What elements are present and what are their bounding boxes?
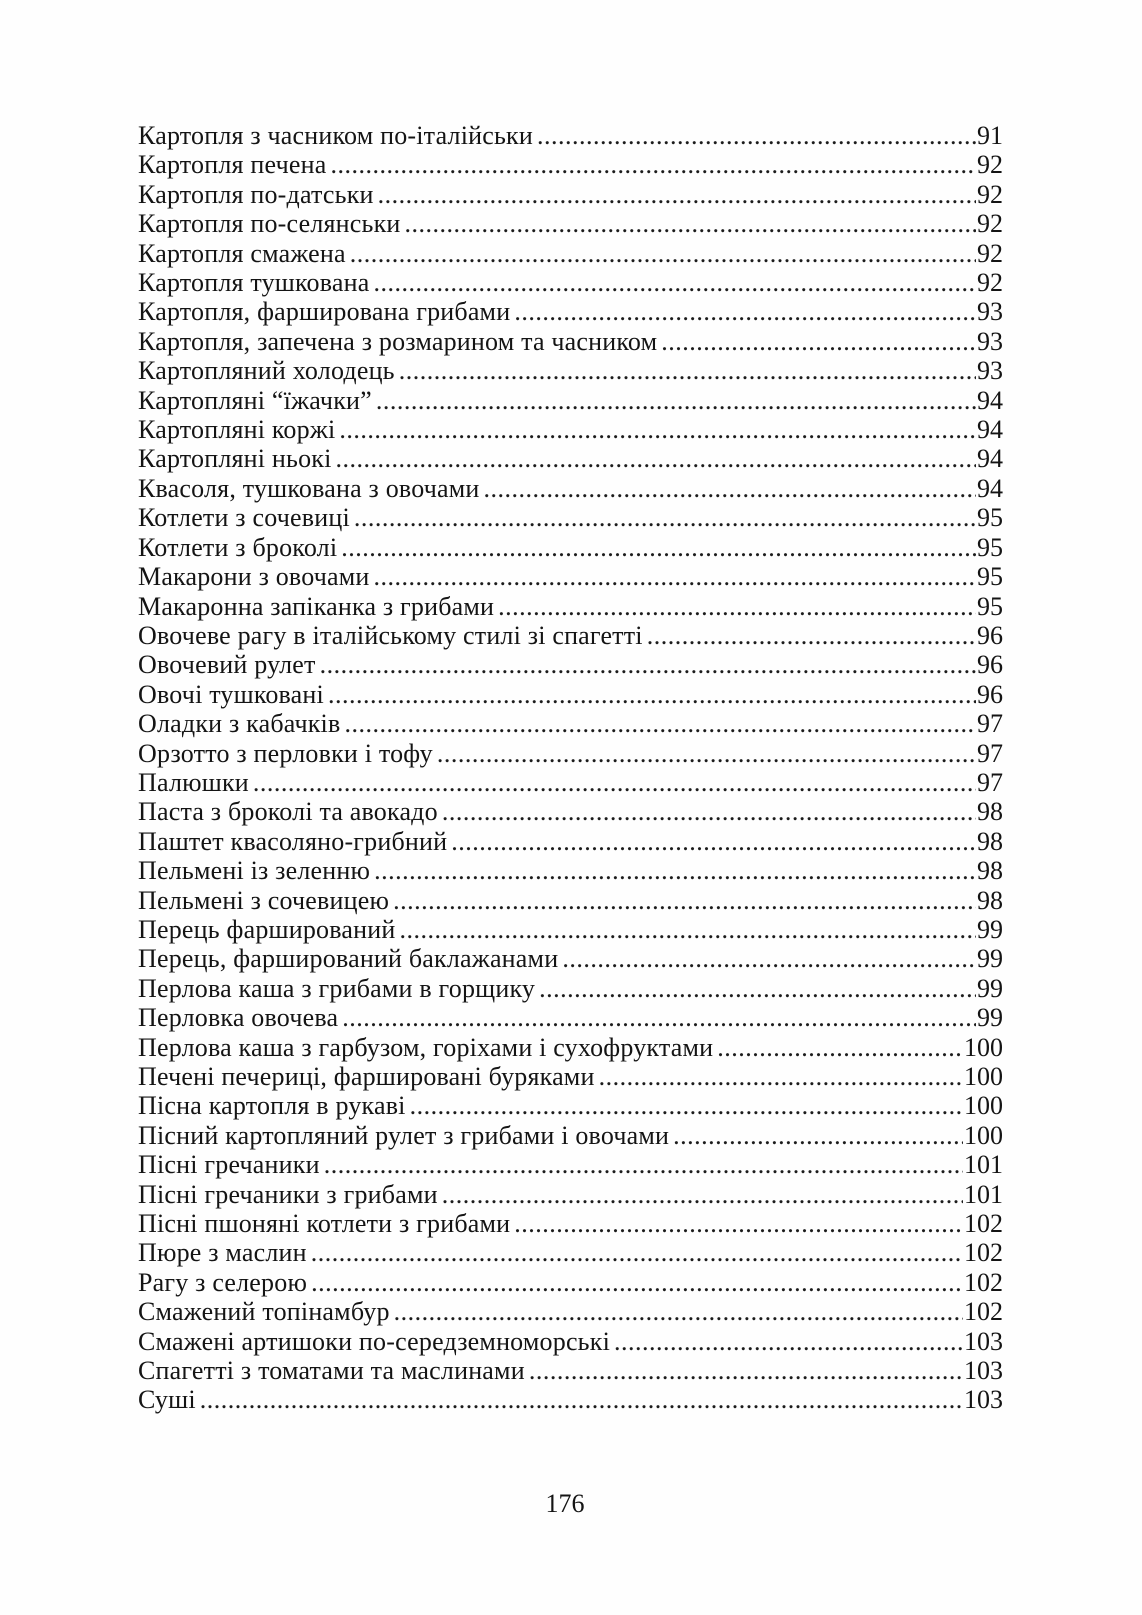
dot-leader — [539, 974, 976, 1003]
toc-entry — [138, 768, 1003, 797]
toc-entry-title: Печені печериці, фаршировані буряками — [138, 1062, 595, 1091]
dot-leader — [498, 592, 976, 621]
dot-leader — [614, 1327, 963, 1356]
toc-entry — [138, 974, 1003, 1003]
toc-entry — [138, 1091, 1003, 1120]
toc-entry-page: 96 — [977, 650, 1003, 680]
toc-entry-title: Паштет квасоляно-грибний — [138, 826, 448, 856]
toc-entry-page: 97 — [977, 767, 1003, 797]
toc-entry — [138, 827, 1003, 856]
toc-entry-page: 100 — [964, 1032, 1003, 1062]
toc-entry-page: 99 — [977, 973, 1003, 1003]
toc-entry — [138, 1062, 1003, 1091]
toc-entry — [138, 474, 1003, 503]
toc-entry-page: 94 — [977, 415, 1003, 445]
toc-entry-title: Рагу з селерою — [138, 1267, 308, 1297]
dot-leader — [373, 268, 976, 297]
toc-entry-page: 101 — [964, 1150, 1003, 1180]
toc-entry-title: Котлети з сочевиці — [138, 503, 350, 533]
toc-entry — [138, 1003, 1003, 1032]
toc-entry-title: Палюшки — [138, 767, 249, 797]
toc-entry — [138, 592, 1003, 621]
toc-entry-page: 102 — [964, 1297, 1003, 1327]
toc-entry-page: 96 — [977, 620, 1003, 650]
dot-leader — [484, 474, 976, 503]
toc-entry — [138, 1356, 1003, 1385]
toc-entry — [138, 1238, 1003, 1267]
toc-entry-title: Макарони з овочами — [138, 562, 370, 592]
dot-leader — [320, 650, 976, 679]
toc-entry-page: 95 — [977, 591, 1003, 621]
toc-entry-title: Овочевий рулет — [138, 650, 316, 680]
toc-entry — [138, 680, 1003, 709]
toc-entry — [138, 327, 1003, 356]
dot-leader — [562, 944, 976, 973]
toc-entry-title: Пісні гречаники з грибами — [138, 1179, 438, 1209]
dot-leader — [717, 1033, 963, 1062]
toc-entry-page: 102 — [964, 1267, 1003, 1297]
dot-leader — [529, 1356, 963, 1385]
toc-entry-title: Пельмені із зеленню — [138, 856, 371, 886]
toc-entry-title: Спагетті з томатами та маслинами — [138, 1356, 525, 1386]
dot-leader — [399, 915, 976, 944]
dot-leader — [394, 1297, 963, 1326]
toc-entry-title: Картопля по-датськи — [138, 179, 374, 209]
toc-entry-title: Пісні пшоняні котлети з грибами — [138, 1209, 511, 1239]
toc-entry — [138, 180, 1003, 209]
dot-leader — [354, 503, 976, 532]
dot-leader — [393, 886, 976, 915]
dot-leader — [341, 533, 976, 562]
toc-entry-page: 102 — [964, 1209, 1003, 1239]
dot-leader — [344, 709, 976, 738]
dot-leader — [442, 797, 976, 826]
toc-entry-page: 92 — [977, 268, 1003, 298]
toc-entry-page: 95 — [977, 562, 1003, 592]
toc-entry-title: Перець, фарширований баклажанами — [138, 944, 559, 974]
toc-entry-page: 99 — [977, 944, 1003, 974]
dot-leader — [378, 180, 976, 209]
toc-entry-page: 92 — [977, 150, 1003, 180]
dot-leader — [336, 444, 976, 473]
toc-entry — [138, 209, 1003, 238]
toc-entry-page: 102 — [964, 1238, 1003, 1268]
toc-entry — [138, 1268, 1003, 1297]
toc-entry-page: 91 — [977, 121, 1003, 150]
toc-entry-title: Картопля з часником по-італійськи — [138, 121, 533, 150]
toc-entry-title: Смажений топінамбур — [138, 1297, 390, 1327]
toc-entry-page: 103 — [964, 1385, 1003, 1415]
toc-entry — [138, 239, 1003, 268]
toc-entry — [138, 709, 1003, 738]
toc-entry — [138, 297, 1003, 326]
dot-leader — [661, 327, 976, 356]
dot-leader — [200, 1385, 963, 1414]
toc-entry-title: Картопля печена — [138, 150, 327, 180]
toc-entry-title: Оладки з кабачків — [138, 709, 341, 739]
toc-entry-page: 98 — [977, 797, 1003, 827]
toc-entry-page: 100 — [964, 1062, 1003, 1091]
toc-list — [138, 121, 1003, 1415]
dot-leader — [376, 386, 976, 415]
toc-entry-title: Картопляні коржі — [138, 415, 336, 445]
toc-entry — [138, 1297, 1003, 1326]
toc-entry-title: Смажені артишоки по-середземноморські — [138, 1326, 610, 1356]
toc-entry-page: 95 — [977, 503, 1003, 533]
dot-leader — [647, 621, 976, 650]
toc-entry — [138, 797, 1003, 826]
toc-entry — [138, 621, 1003, 650]
toc-entry-title: Пельмені з сочевицею — [138, 885, 390, 915]
dot-leader — [537, 121, 976, 150]
toc-entry — [138, 268, 1003, 297]
dot-leader — [374, 562, 976, 591]
dot-leader — [253, 768, 976, 797]
toc-entry-page: 94 — [977, 444, 1003, 474]
toc-entry-page: 98 — [977, 856, 1003, 886]
toc-entry-title: Овочі тушковані — [138, 679, 324, 709]
toc-entry — [138, 1385, 1003, 1414]
toc-entry-page: 103 — [964, 1356, 1003, 1386]
toc-entry — [138, 944, 1003, 973]
toc-entry — [138, 121, 1003, 150]
toc-entry-page: 101 — [964, 1179, 1003, 1209]
toc-entry — [138, 1033, 1003, 1062]
toc-entry-title: Орзотто з перловки і тофу — [138, 738, 433, 768]
toc-entry — [138, 886, 1003, 915]
toc-entry-title: Овочеве рагу в італійському стилі зі спагетті — [138, 620, 643, 650]
toc-entry-page: 98 — [977, 885, 1003, 915]
dot-leader — [374, 856, 976, 885]
dot-leader — [339, 415, 976, 444]
dot-leader — [311, 1238, 963, 1267]
toc-entry-title: Перлова каша з грибами в горщику — [138, 973, 536, 1003]
toc-entry-page: 94 — [977, 385, 1003, 415]
toc-entry-page: 93 — [977, 326, 1003, 356]
toc-entry-page: 93 — [977, 297, 1003, 327]
toc-entry-page: 94 — [977, 473, 1003, 503]
dot-leader — [410, 1091, 963, 1120]
toc-entry-title: Котлети з броколі — [138, 532, 338, 562]
dot-leader — [514, 297, 976, 326]
toc-entry-title: Пісна картопля в рукаві — [138, 1091, 406, 1121]
toc-entry-title: Пюре з маслин — [138, 1238, 307, 1268]
toc-entry-page: 103 — [964, 1326, 1003, 1356]
dot-leader — [330, 150, 976, 179]
toc-entry — [138, 915, 1003, 944]
toc-entry-title: Картопляні ньокі — [138, 444, 332, 474]
toc-entry-title: Перець фарширований — [138, 914, 396, 944]
toc-entry-page: 95 — [977, 532, 1003, 562]
toc-entry-title: Картопляний холодець — [138, 356, 395, 386]
toc-entry-page: 99 — [977, 914, 1003, 944]
dot-leader — [673, 1121, 963, 1150]
dot-leader — [599, 1062, 963, 1091]
toc-entry — [138, 856, 1003, 885]
toc-entry-page: 99 — [977, 1003, 1003, 1033]
toc-entry-title: Пісний картопляний рулет з грибами і овочами — [138, 1120, 670, 1150]
dot-leader — [451, 827, 976, 856]
toc-entry-page: 97 — [977, 709, 1003, 739]
toc-entry-page: 92 — [977, 238, 1003, 268]
toc-entry — [138, 444, 1003, 473]
toc-entry-page: 96 — [977, 679, 1003, 709]
toc-entry — [138, 1209, 1003, 1238]
toc-entry-title: Перловка овочева — [138, 1003, 339, 1033]
toc-entry-title: Паста з броколі та авокадо — [138, 797, 438, 827]
toc-entry-page: 93 — [977, 356, 1003, 386]
dot-leader — [399, 356, 976, 385]
toc-entry-page: 92 — [977, 209, 1003, 239]
toc-entry — [138, 503, 1003, 532]
toc-entry — [138, 1180, 1003, 1209]
toc-entry-title: Картопля, фарширована грибами — [138, 297, 511, 327]
toc-entry — [138, 1121, 1003, 1150]
page-number: 176 — [545, 1489, 585, 1518]
toc-entry-page: 100 — [964, 1120, 1003, 1150]
toc-entry-title: Картопляні “їжачки” — [138, 385, 372, 415]
toc-entry-title: Макаронна запіканка з грибами — [138, 591, 495, 621]
toc-entry — [138, 386, 1003, 415]
toc-entry — [138, 562, 1003, 591]
toc-entry — [138, 739, 1003, 768]
toc-entry — [138, 533, 1003, 562]
toc-entry-title: Картопля тушкована — [138, 268, 370, 298]
toc-entry — [138, 415, 1003, 444]
dot-leader — [324, 1150, 963, 1179]
dot-leader — [311, 1268, 963, 1297]
toc-entry-title: Пісні гречаники — [138, 1150, 320, 1180]
toc-entry-title: Картопля смажена — [138, 238, 346, 268]
toc-entry-page: 92 — [977, 179, 1003, 209]
dot-leader — [437, 739, 976, 768]
dot-leader — [514, 1209, 963, 1238]
toc-entry-page: 97 — [977, 738, 1003, 768]
toc-entry-page: 98 — [977, 826, 1003, 856]
toc-entry-title: Квасоля, тушкована з овочами — [138, 473, 480, 503]
toc-entry — [138, 650, 1003, 679]
toc-entry-title: Перлова каша з гарбузом, горіхами і сухофруктами — [138, 1032, 714, 1062]
dot-leader — [350, 239, 976, 268]
dot-leader — [328, 680, 976, 709]
dot-leader — [342, 1003, 976, 1032]
toc-entry — [138, 1327, 1003, 1356]
toc-entry-page: 100 — [964, 1091, 1003, 1121]
dot-leader — [442, 1180, 963, 1209]
toc-entry — [138, 356, 1003, 385]
toc-entry-title: Суші — [138, 1385, 196, 1415]
toc-entry-title: Картопля по-селянськи — [138, 209, 401, 239]
toc-entry-title: Картопля, запечена з розмарином та часником — [138, 326, 658, 356]
toc-entry — [138, 1150, 1003, 1179]
dot-leader — [405, 209, 976, 238]
toc-entry — [138, 150, 1003, 179]
